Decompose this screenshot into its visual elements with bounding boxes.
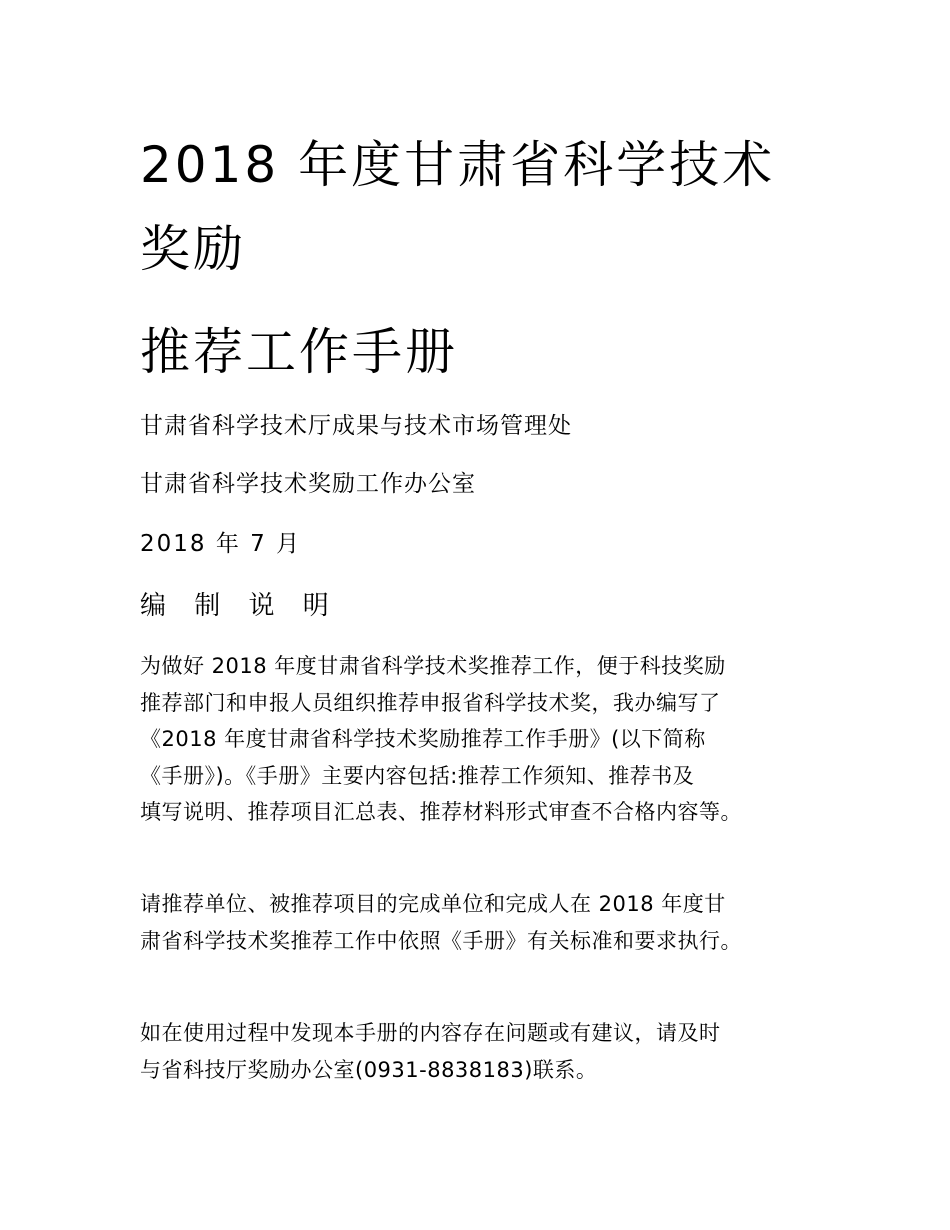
paragraph-1-line: 为做好 2018 年度甘肃省科学技术奖推荐工作，便于科技奖励	[140, 654, 726, 678]
title-line-1: 2018 年度甘肃省科学技术	[140, 136, 776, 194]
paragraph-1	[140, 648, 820, 831]
publication-date: 2018 年 7 月	[140, 531, 302, 557]
title-line-2: 奖励	[140, 220, 246, 278]
paragraph-3	[140, 1015, 820, 1088]
paragraph-1-line: 推荐部门和申报人员组织推荐申报省科学技术奖，我办编写了	[140, 690, 721, 715]
organization-2: 甘肃省科学技术奖励工作办公室	[140, 471, 476, 497]
paragraph-3-line: 如在使用过程中发现本手册的内容存在问题或有建议，请及时	[140, 1021, 721, 1045]
title-line-3: 推荐工作手册	[140, 323, 458, 381]
paragraph-2	[140, 886, 820, 959]
paragraph-2-line: 请推荐单位、被推荐项目的完成单位和完成人在 2018 年度甘	[140, 892, 726, 916]
organization-1: 甘肃省科学技术厅成果与技术市场管理处	[140, 413, 572, 439]
paragraph-3-line: 与省科技厅奖励办公室(0931-8838183)联系。	[140, 1057, 598, 1082]
paragraph-1-line: 《2018 年度甘肃省科学技术奖励推荐工作手册》(以下简称	[140, 727, 706, 751]
paragraph-1-line: 《手册》)。《手册》主要内容包括:推荐工作须知、推荐书及	[140, 763, 695, 788]
section-heading: 编 制 说 明	[140, 591, 339, 621]
paragraph-2-line: 肃省科学技术奖推荐工作中依照《手册》有关标准和要求执行。	[140, 928, 742, 953]
paragraph-1-line: 填写说明、推荐项目汇总表、推荐材料形式审查不合格内容等。	[140, 800, 742, 824]
